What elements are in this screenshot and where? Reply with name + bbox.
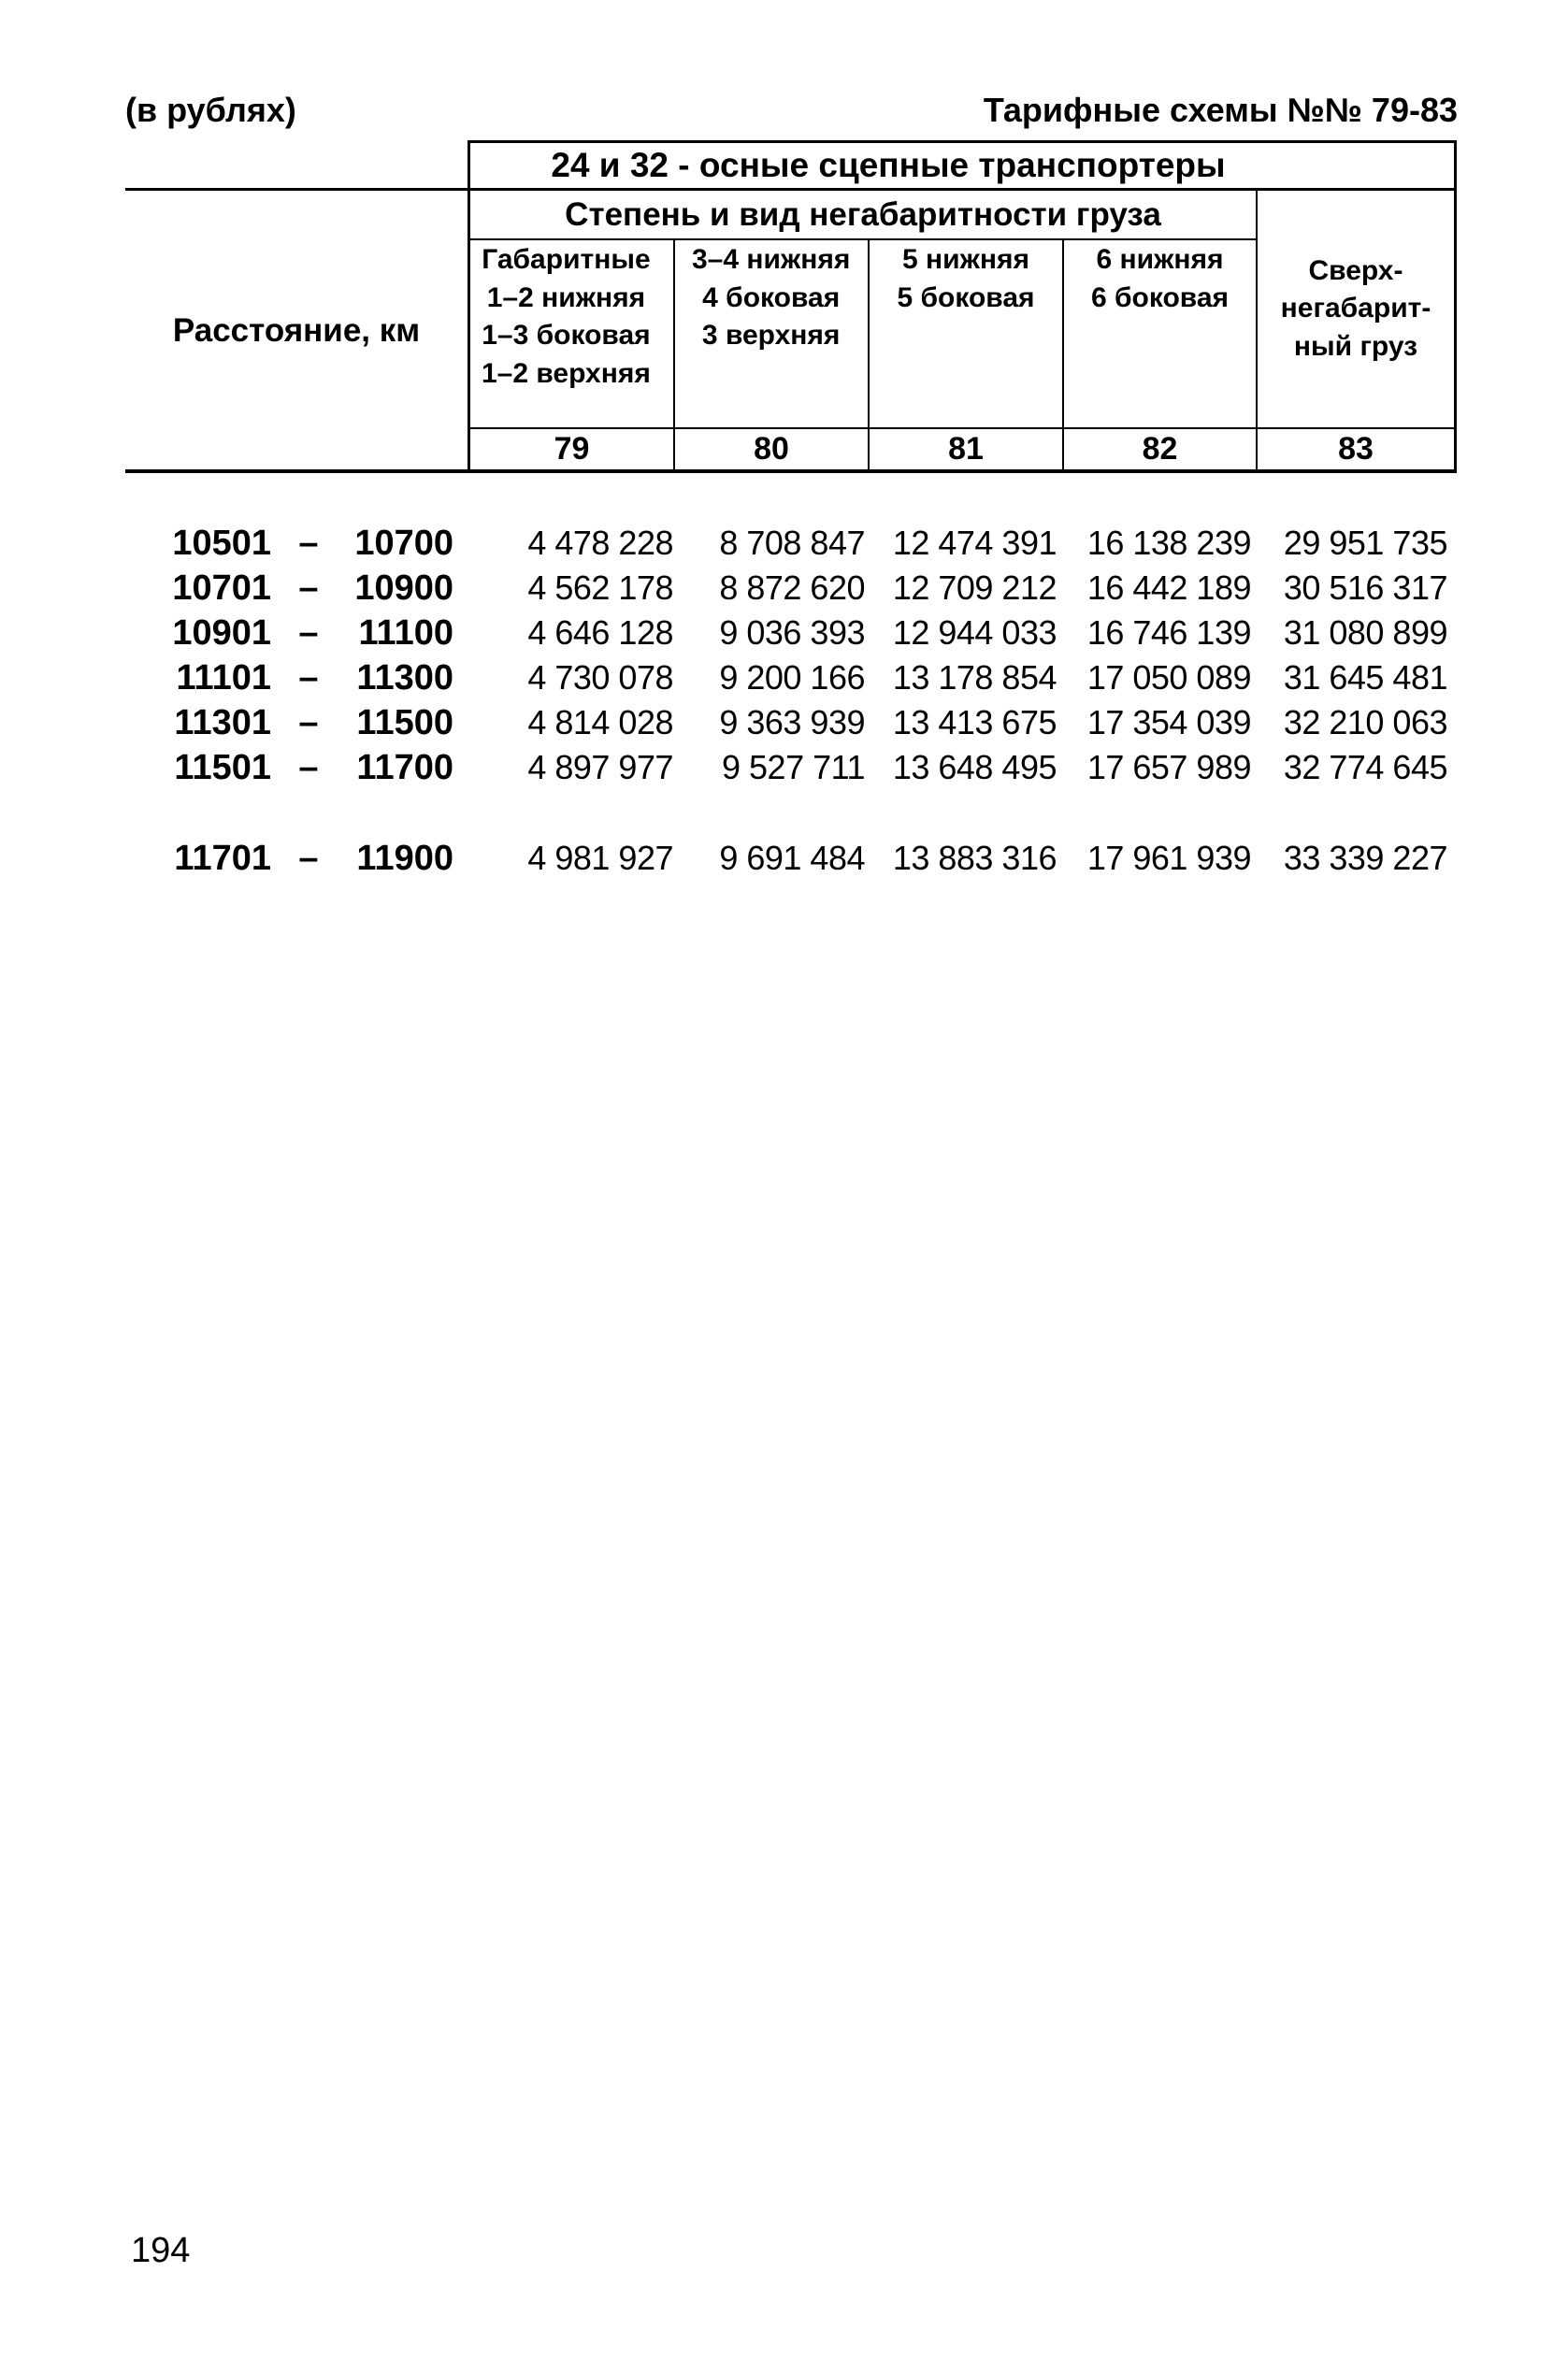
rate-79: 4 730 078 — [527, 658, 673, 697]
distance-from: 11301 — [174, 703, 271, 742]
rate-82: 16 442 189 — [1086, 568, 1251, 607]
distance-from: 10701 — [172, 568, 271, 608]
rate-81: 13 648 495 — [892, 748, 1057, 786]
range-dash: – — [298, 658, 319, 698]
distance-from: 11701 — [174, 839, 271, 878]
col-82-line-2: 6 боковая — [1090, 281, 1230, 313]
distance-from: 10501 — [172, 524, 271, 563]
rate-82: 17 354 039 — [1086, 703, 1251, 741]
rate-80: 9 527 711 — [722, 748, 865, 786]
distance-to: 11700 — [356, 748, 453, 787]
rate-81: 13 883 316 — [892, 839, 1057, 877]
col-80-line-3: 3 верхняя — [701, 320, 841, 351]
rule-right — [1454, 140, 1457, 472]
col-83-line-3: ный груз — [1293, 330, 1418, 362]
rate-81: 13 178 854 — [892, 658, 1057, 697]
col-number-79: 79 — [554, 430, 590, 467]
rate-80: 9 691 484 — [719, 839, 865, 877]
distance-from: 10901 — [172, 613, 271, 653]
rate-82: 17 961 939 — [1086, 839, 1251, 877]
distance-from: 11101 — [176, 658, 271, 698]
col-80-line-1: 3–4 нижняя — [692, 244, 851, 275]
rate-81: 12 944 033 — [892, 613, 1057, 652]
rate-81: 13 413 675 — [892, 703, 1057, 741]
range-dash: – — [298, 839, 319, 878]
col-83-line-1: Сверх- — [1308, 254, 1403, 286]
degree-header: Степень и вид негабаритности груза — [565, 196, 1161, 234]
col-79-line-3: 1–3 боковая — [482, 320, 651, 351]
col-79-line-4: 1–2 верхняя — [482, 357, 651, 389]
rate-80: 9 363 939 — [719, 703, 865, 741]
col-number-82: 82 — [1142, 430, 1178, 467]
col-number-80: 80 — [754, 430, 789, 467]
col-80-desc — [675, 241, 868, 424]
table-row — [0, 521, 1568, 566]
col-79-line-2: 1–2 нижняя — [486, 281, 646, 313]
col-79-line-1: Габаритные — [482, 244, 651, 275]
rate-82: 17 050 089 — [1086, 658, 1251, 697]
rate-83: 31 645 481 — [1283, 658, 1447, 697]
rate-83: 30 516 317 — [1283, 568, 1447, 607]
col-83-desc — [1258, 191, 1454, 427]
col-81-line-1: 5 нижняя — [902, 244, 1029, 275]
distance-to: 10700 — [354, 524, 453, 563]
rate-81: 12 709 212 — [892, 568, 1057, 607]
rate-80: 8 872 620 — [719, 568, 865, 607]
range-dash: – — [298, 613, 319, 653]
rate-81: 12 474 391 — [892, 524, 1057, 562]
rate-83: 32 774 645 — [1283, 748, 1447, 786]
table-row — [0, 836, 1568, 881]
rate-83: 33 339 227 — [1283, 839, 1447, 877]
page-number: 194 — [131, 2231, 191, 2270]
range-dash: – — [298, 568, 319, 608]
rate-79: 4 814 028 — [527, 703, 673, 741]
rate-82: 16 138 239 — [1086, 524, 1251, 562]
unit-label: (в рублях) — [125, 91, 296, 129]
col-number-83: 83 — [1338, 430, 1374, 467]
rate-82: 17 657 989 — [1086, 748, 1251, 786]
col-80-line-2: 4 боковая — [702, 281, 841, 313]
table-row — [0, 611, 1568, 655]
table-row — [0, 655, 1568, 700]
distance-to: 11100 — [358, 613, 453, 653]
col-82-line-1: 6 нижняя — [1096, 244, 1224, 275]
distance-to: 11500 — [356, 703, 453, 742]
col-81-line-2: 5 боковая — [897, 281, 1035, 313]
range-dash: – — [298, 524, 319, 563]
table-row — [0, 566, 1568, 611]
rate-80: 9 036 393 — [719, 613, 865, 652]
rate-79: 4 562 178 — [527, 568, 673, 607]
col-82-desc — [1064, 241, 1256, 424]
distance-to: 11300 — [356, 658, 453, 698]
rate-83: 31 080 899 — [1283, 613, 1447, 652]
table-row — [0, 700, 1568, 745]
rate-79: 4 646 128 — [527, 613, 673, 652]
rate-83: 32 210 063 — [1283, 703, 1447, 741]
distance-from: 11501 — [174, 748, 271, 787]
col-number-81: 81 — [948, 430, 984, 467]
range-dash: – — [298, 748, 319, 787]
rate-79: 4 897 977 — [527, 748, 673, 786]
group-title: 24 и 32 - осные сцепные транспортеры — [551, 146, 1226, 185]
rate-79: 4 478 228 — [527, 524, 673, 562]
col-79-desc — [470, 241, 673, 424]
rate-79: 4 981 927 — [527, 839, 673, 877]
range-dash: – — [298, 703, 319, 742]
col-83-line-2: негабарит- — [1280, 293, 1431, 324]
col-81-desc — [870, 241, 1062, 424]
rate-80: 8 708 847 — [719, 524, 865, 562]
distance-to: 11900 — [356, 839, 453, 878]
rate-80: 9 200 166 — [719, 658, 865, 697]
rate-82: 16 746 139 — [1086, 613, 1251, 652]
tariff-schemes-title: Тарифные схемы №№ 79-83 — [983, 91, 1458, 129]
distance-to: 10900 — [354, 568, 453, 608]
distance-header: Расстояние, км — [172, 312, 421, 350]
table-row — [0, 745, 1568, 790]
rate-83: 29 951 735 — [1283, 524, 1447, 562]
